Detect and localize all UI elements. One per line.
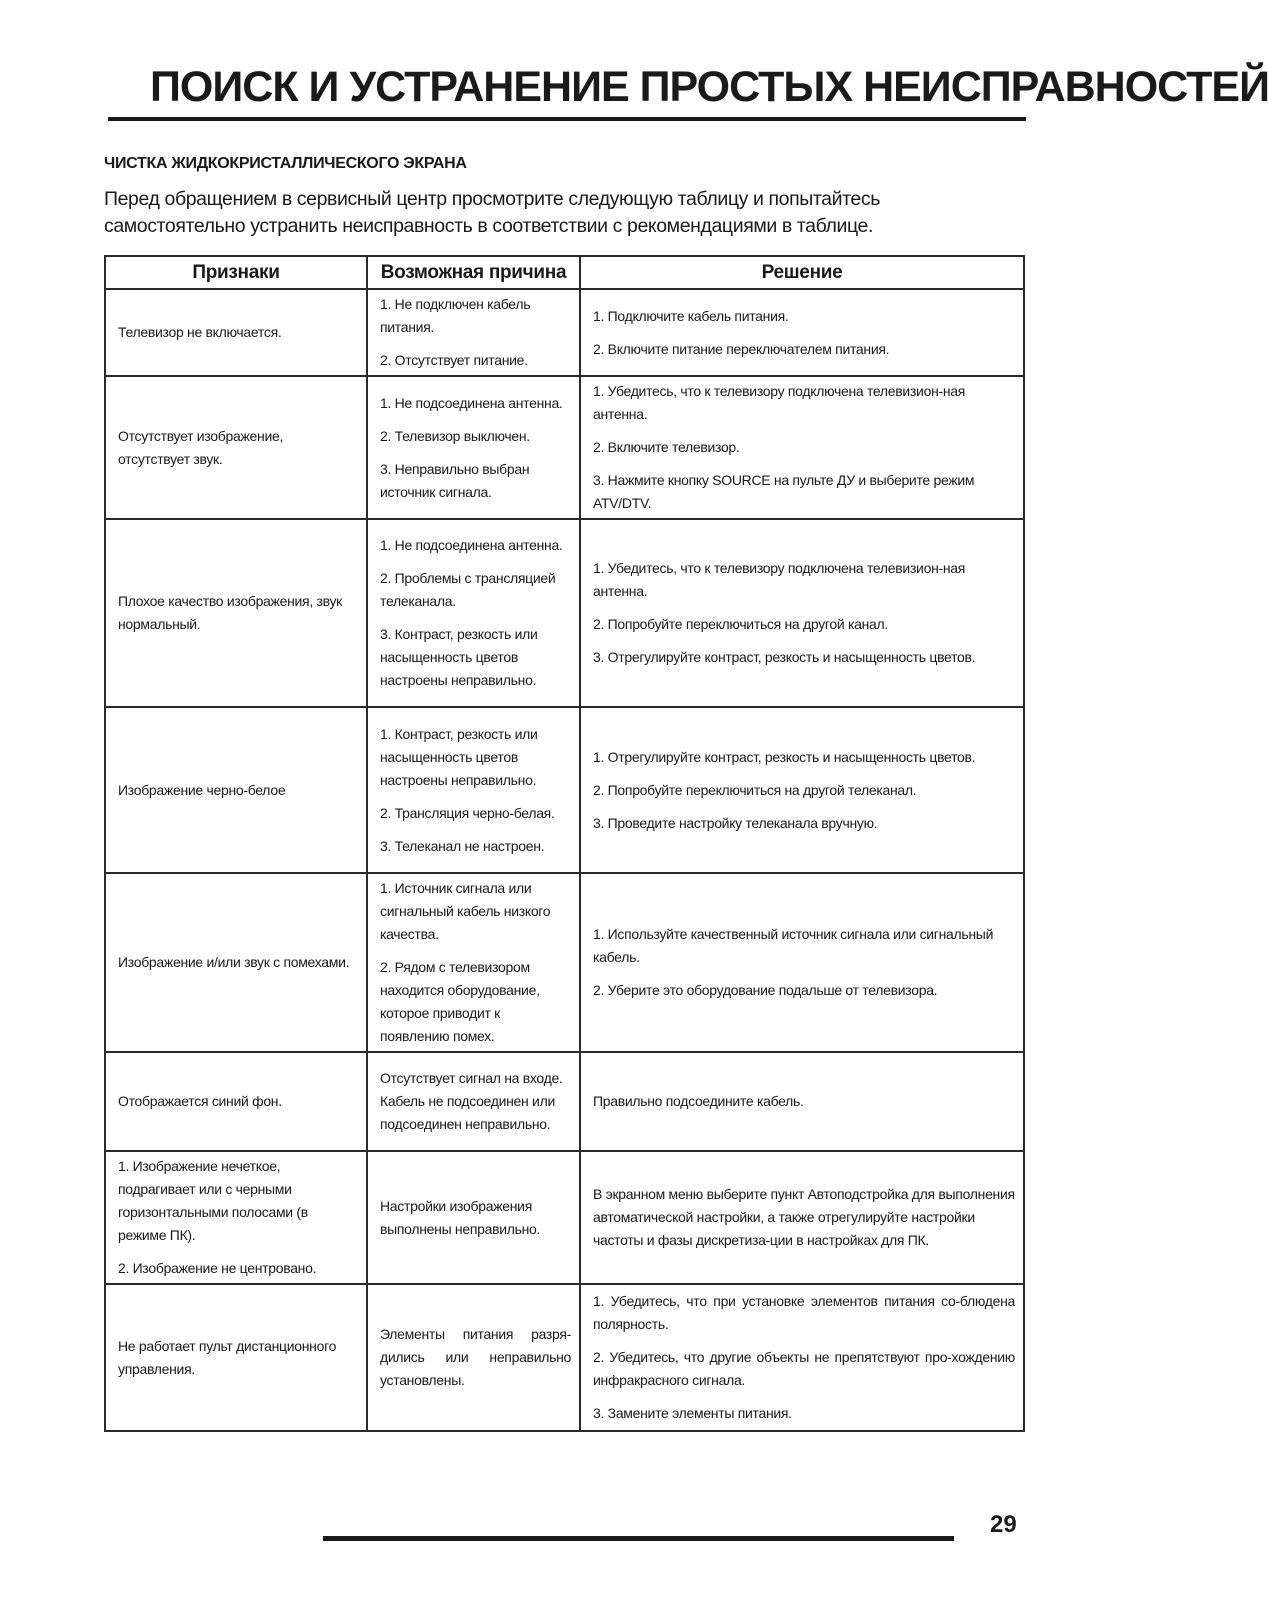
- page-number: 29: [990, 1511, 1017, 1538]
- solution-cell: [580, 1284, 1024, 1431]
- cause-cell: [367, 519, 580, 707]
- cause-cell: [367, 1284, 580, 1431]
- solution-item: 2. Уберите это оборудование подальше от телевизора.: [593, 982, 938, 998]
- solution-cell: [580, 873, 1024, 1052]
- table-row: [105, 289, 1024, 376]
- intro-paragraph: Перед обращением в сервисный центр просмотрите следующую таблицу и попытайтесь самостоятельно устранить неисправность в соответствии с рекомендациями в таблице.: [104, 188, 880, 237]
- solution-item: 2. Попробуйте переключиться на другой канал.: [593, 616, 888, 632]
- table-row: [105, 519, 1024, 707]
- cause-item: Отсутствует сигнал на входе. Кабель не подсоединен или подсоединен неправильно.: [380, 1070, 563, 1132]
- solution-item: 2. Попробуйте переключиться на другой телеканал.: [593, 781, 917, 798]
- cause-item: 3. Телеканал не настроен.: [380, 837, 545, 854]
- solution-item: 1. Убедитесь, что при установке элементов питания со-блюдена полярность.: [593, 1293, 1015, 1332]
- symptom-text: Плохое качество изображения, звук нормальный.: [118, 593, 342, 632]
- page-title: ПОИСК И УСТРАНЕНИЕ ПРОСТЫХ НЕИСПРАВНОСТЕЙ: [150, 63, 1269, 111]
- solution-item: 3. Проведите настройку телеканала вручную.: [593, 814, 878, 831]
- table-row: [105, 1052, 1024, 1151]
- cause-item: 1. Не подсоединена антенна.: [380, 537, 563, 553]
- solution-item: Правильно подсоедините кабель.: [593, 1093, 804, 1109]
- cause-cell: [367, 289, 580, 376]
- cause-item: 1. Источник сигнала или сигнальный кабель низкого качества.: [380, 880, 551, 942]
- symptom-text: 1. Изображение нечеткое, подрагивает или с черными горизонтальными полосами (в режиме ПК).: [118, 1158, 308, 1243]
- solution-cell: [580, 519, 1024, 707]
- cause-item: 1. Контраст, резкость или насыщенность цветов настроены неправильно.: [380, 725, 538, 788]
- cause-item: 3. Неправильно выбран источник сигнала.: [380, 460, 530, 500]
- symptoms-cell: [105, 376, 367, 519]
- symptom-text: Изображение черно-белое: [118, 781, 286, 798]
- header-symptoms: Признаки: [105, 256, 367, 289]
- cause-cell: [367, 1151, 580, 1284]
- solution-item: 2. Включите телевизор.: [593, 439, 740, 455]
- footer-rule: [323, 1536, 954, 1541]
- solution-item: 1. Используйте качественный источник сигнала или сигнальный кабель.: [593, 926, 994, 965]
- section-heading: ЧИСТКА ЖИДКОКРИСТАЛЛИЧЕСКОГО ЭКРАНА: [104, 155, 467, 172]
- cause-item: Настройки изображения выполнены неправильно.: [380, 1197, 541, 1237]
- solution-cell: [580, 707, 1024, 873]
- header-solution: Решение: [580, 256, 1024, 289]
- cause-item: 2. Отсутствует питание.: [380, 352, 528, 368]
- symptoms-cell: [105, 289, 367, 376]
- cause-item: 2. Рядом с телевизором находится оборудование, которое приводит к появлению помех.: [380, 959, 540, 1044]
- solution-item: 3. Отрегулируйте контраст, резкость и насыщенность цветов.: [593, 649, 976, 665]
- solution-cell: [580, 1151, 1024, 1284]
- cause-item: 1. Не подключен кабель питания.: [380, 296, 531, 335]
- header-cause: Возможная причина: [367, 256, 580, 289]
- solution-cell: [580, 289, 1024, 376]
- symptom-text: Отображается синий фон.: [118, 1093, 282, 1109]
- table-row: [105, 1151, 1024, 1284]
- table-row: [105, 376, 1024, 519]
- solution-item: 2. Убедитесь, что другие объекты не препятствуют про-хождению инфракрасного сигнала.: [593, 1349, 1015, 1388]
- symptoms-cell: [105, 873, 367, 1052]
- table-row: [105, 707, 1024, 873]
- symptoms-cell: [105, 519, 367, 707]
- solution-cell: [580, 1052, 1024, 1151]
- solution-item: 1. Подключите кабель питания.: [593, 307, 789, 324]
- symptoms-cell: [105, 1151, 367, 1284]
- solution-item: 1. Убедитесь, что к телевизору подключена телевизион-ная антенна.: [593, 560, 966, 599]
- symptom-text: Отсутствует изображение, отсутствует звук.: [118, 427, 284, 467]
- solution-item: 1. Убедитесь, что к телевизору подключена телевизион-ная антенна.: [593, 383, 966, 422]
- cause-item: 3. Контраст, резкость или насыщенность цветов настроены неправильно.: [380, 626, 538, 688]
- troubleshooting-table: [104, 255, 1025, 1432]
- cause-cell: [367, 873, 580, 1052]
- solution-item: В экранном меню выберите пункт Автоподстройка для выполнения автоматической настройки, а также отрегулируйте настройки частоты и фазы дискретиза-ции в настройках для ПК.: [593, 1186, 1015, 1248]
- symptom-text: Не работает пульт дистанционного управления.: [118, 1337, 337, 1377]
- cause-cell: [367, 1052, 580, 1151]
- solution-item: 2. Включите питание переключателем питания.: [593, 340, 890, 357]
- symptoms-cell: [105, 1284, 367, 1431]
- table-row: [105, 1284, 1024, 1431]
- table-row: [105, 873, 1024, 1052]
- symptom-text: Изображение и/или звук с помехами.: [118, 954, 350, 970]
- solution-item: 3. Замените элементы питания.: [593, 1405, 792, 1421]
- symptoms-cell: [105, 1052, 367, 1151]
- cause-cell: [367, 376, 580, 519]
- cause-cell: [367, 707, 580, 873]
- cause-item: 1. Не подсоединена антенна.: [380, 394, 563, 411]
- symptom-text: 2. Изображение не центровано.: [118, 1260, 317, 1276]
- solution-item: 1. Отрегулируйте контраст, резкость и насыщенность цветов.: [593, 748, 976, 765]
- cause-item: 2. Телевизор выключен.: [380, 427, 530, 444]
- solution-cell: [580, 376, 1024, 519]
- cause-item: Элементы питания разря-дились или неправильно установлены.: [380, 1326, 571, 1388]
- title-underline: [108, 117, 1026, 121]
- cause-item: 2. Проблемы с трансляцией телеканала.: [380, 570, 556, 609]
- symptoms-cell: [105, 707, 367, 873]
- table-header-row: [105, 256, 1024, 289]
- cause-item: 2. Трансляция черно-белая.: [380, 804, 555, 821]
- solution-item: 3. Нажмите кнопку SOURCE на пульте ДУ и выберите режим ATV/DTV.: [593, 472, 975, 511]
- symptom-text: Телевизор не включается.: [118, 324, 282, 340]
